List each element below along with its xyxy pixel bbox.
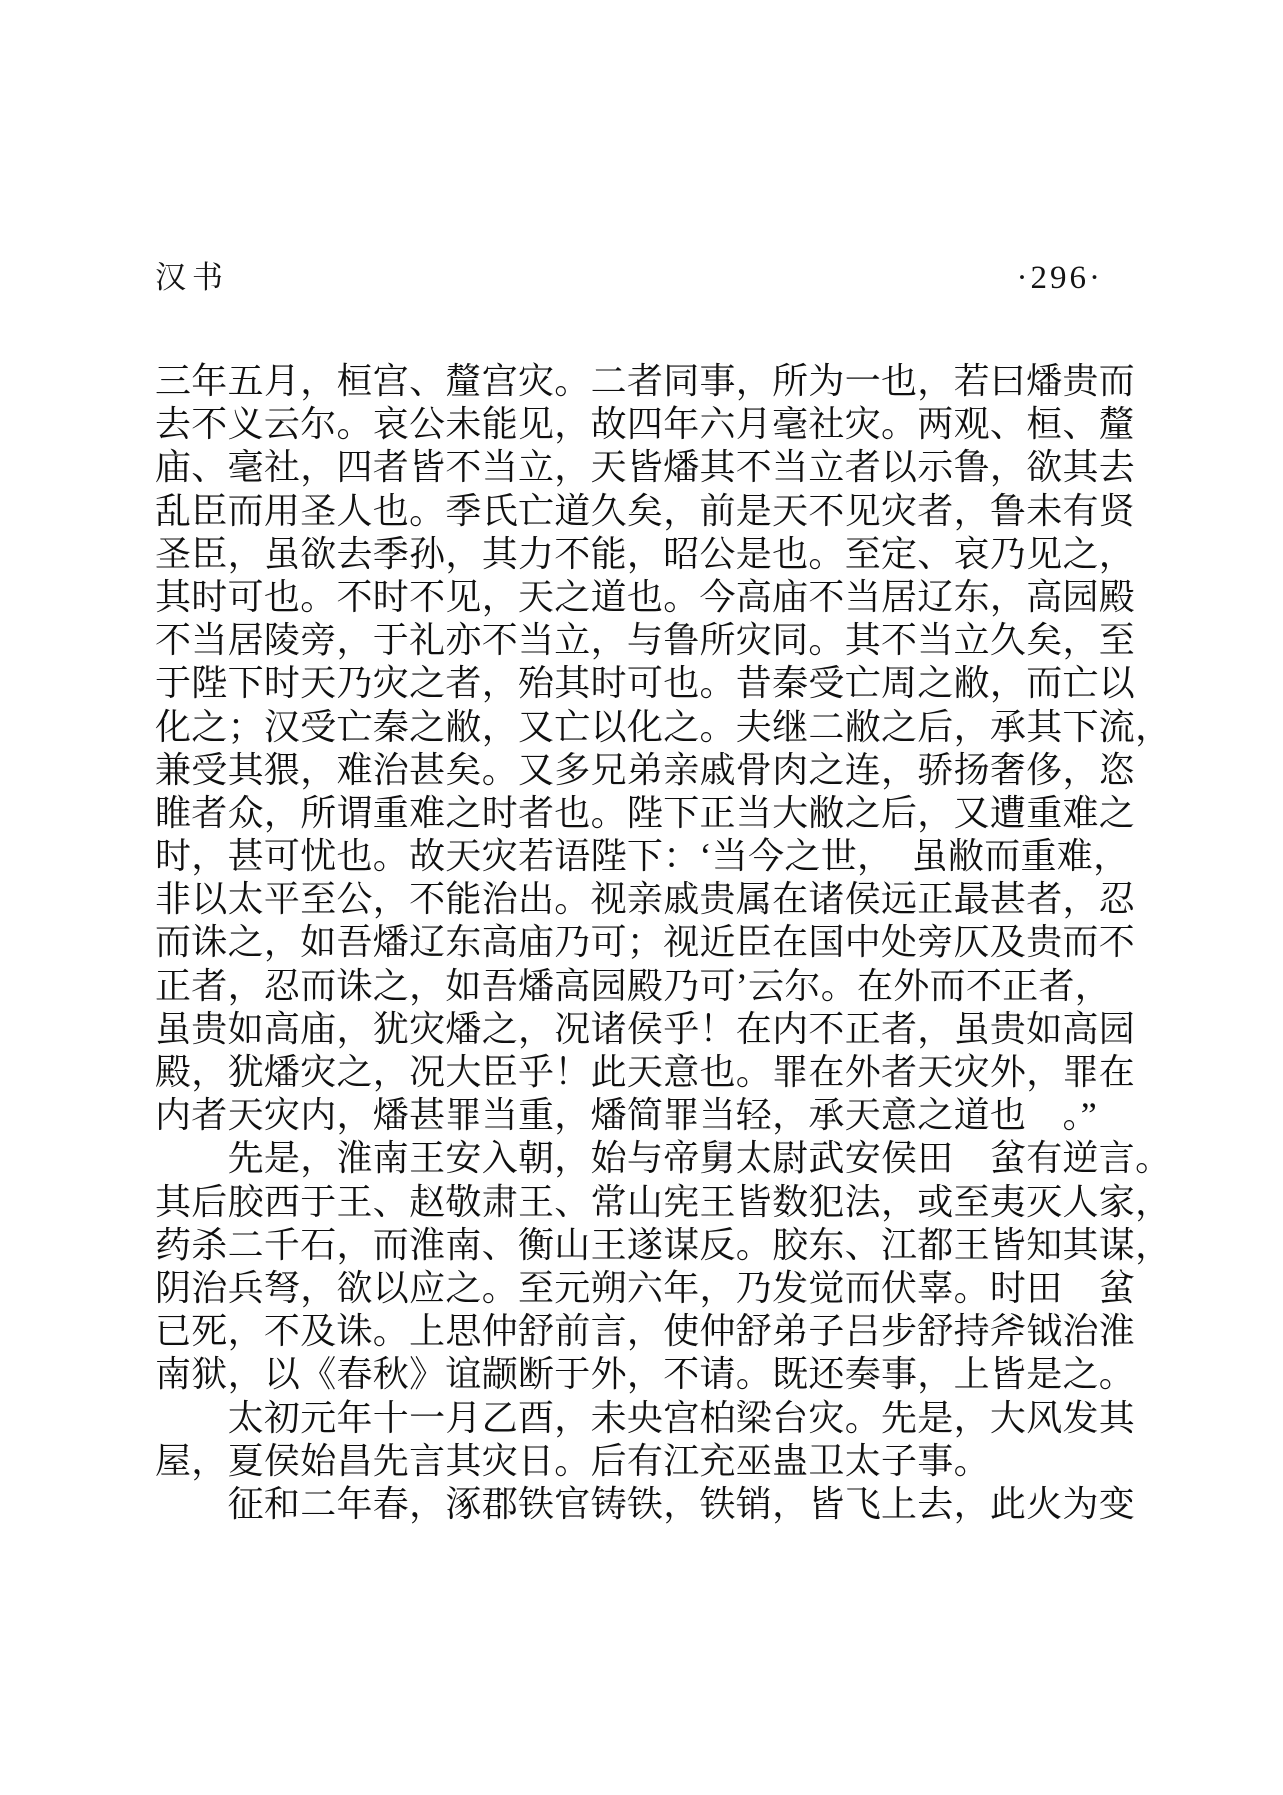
text-line: 已死，不及诛。上思仲舒前言，使仲舒弟子吕步舒持斧钺治淮	[155, 1311, 1136, 1352]
body-text	[155, 360, 1172, 1526]
text-line: 去不义云尔。哀公未能见，故四年六月毫社灾。两观、桓、釐	[155, 404, 1136, 445]
text-line: 屋，夏侯始昌先言其灾日。后有江充巫蛊卫太子事。	[155, 1440, 990, 1481]
text-line: 先是，淮南王安入朝，始与帝舅太尉武安侯田 蚠有逆言。	[155, 1138, 1172, 1179]
text-line: 睢者众，所谓重难之时者也。陛下正当大敝之后，又遭重难之	[155, 792, 1136, 833]
text-line: 非以太平至公，不能治出。视亲戚贵属在诸侯远正最甚者，忍	[155, 879, 1136, 920]
page-header	[155, 252, 1139, 297]
text-line: 庙、毫社，四者皆不当立，天皆燔其不当立者以示鲁，欲其去	[155, 447, 1136, 488]
text-line: 乱臣而用圣人也。季氏亡道久矣，前是天不见灾者，鲁未有贤	[155, 490, 1136, 531]
book-title: 汉书	[155, 260, 229, 295]
text-line: 内者天灾内，燔甚罪当重，燔简罪当轻，承天意之道也 。”	[155, 1095, 1098, 1136]
text-line: 太初元年十一月乙酉，未央宫柏梁台灾。先是，大风发其	[155, 1397, 1136, 1438]
text-line: 圣臣，虽欲去季孙，其力不能，昭公是也。至定、哀乃见之，	[155, 533, 1136, 574]
text-line: 而诛之，如吾燔辽东高庙乃可；视近臣在国中处旁仄及贵而不	[155, 922, 1136, 963]
text-line: 阴治兵弩，欲以应之。至元朔六年，乃发觉而伏辜。时田 蚠	[155, 1267, 1136, 1308]
text-line: 其后胶西于王、赵敬肃王、常山宪王皆数犯法，或至夷灭人家，	[155, 1181, 1172, 1222]
text-line: 兼受其猥，难治甚矣。又多兄弟亲戚骨肉之连，骄扬奢侈，恣	[155, 749, 1136, 790]
text-line: 殿，犹燔灾之，况大臣乎！此天意也。罪在外者天灾外，罪在	[155, 1052, 1136, 1092]
text-line: 药杀二千石，而淮南、衡山王遂谋反。胶东、江都王皆知其谋，	[155, 1224, 1172, 1265]
text-line: 其时可也。不时不见，天之道也。今高庙不当居辽东，高园殿	[155, 576, 1136, 617]
text-line: 正者，忍而诛之，如吾燔高园殿乃可’云尔。在外而不正者，	[155, 965, 1112, 1006]
text-line: 时，甚可忧也。故天灾若语陛下：‘当今之世， 虽敝而重难，	[155, 836, 1130, 877]
text-line: 化之；汉受亡秦之敝，又亡以化之。夫继二敝之后，承其下流，	[155, 706, 1172, 747]
text-line: 三年五月，桓宫、釐宫灾。二者同事，所为一也，若曰燔贵而	[155, 361, 1136, 401]
text-line: 南狱，以《春秋》谊颛断于外，不请。既还奏事，上皆是之。	[155, 1354, 1136, 1395]
text-line: 征和二年春，涿郡铁官铸铁，铁销，皆飞上去，此火为变	[155, 1483, 1136, 1524]
text-line: 于陛下时天乃灾之者，殆其时可也。昔秦受亡周之敝，而亡以	[155, 663, 1136, 704]
text-line: 虽贵如高庙，犹灾燔之，况诸侯乎！在内不正者，虽贵如高园	[155, 1008, 1136, 1049]
page-number: ·296·	[1016, 260, 1103, 296]
text-line: 不当居陵旁，于礼亦不当立，与鲁所灾同。其不当立久矣，至	[155, 620, 1136, 661]
